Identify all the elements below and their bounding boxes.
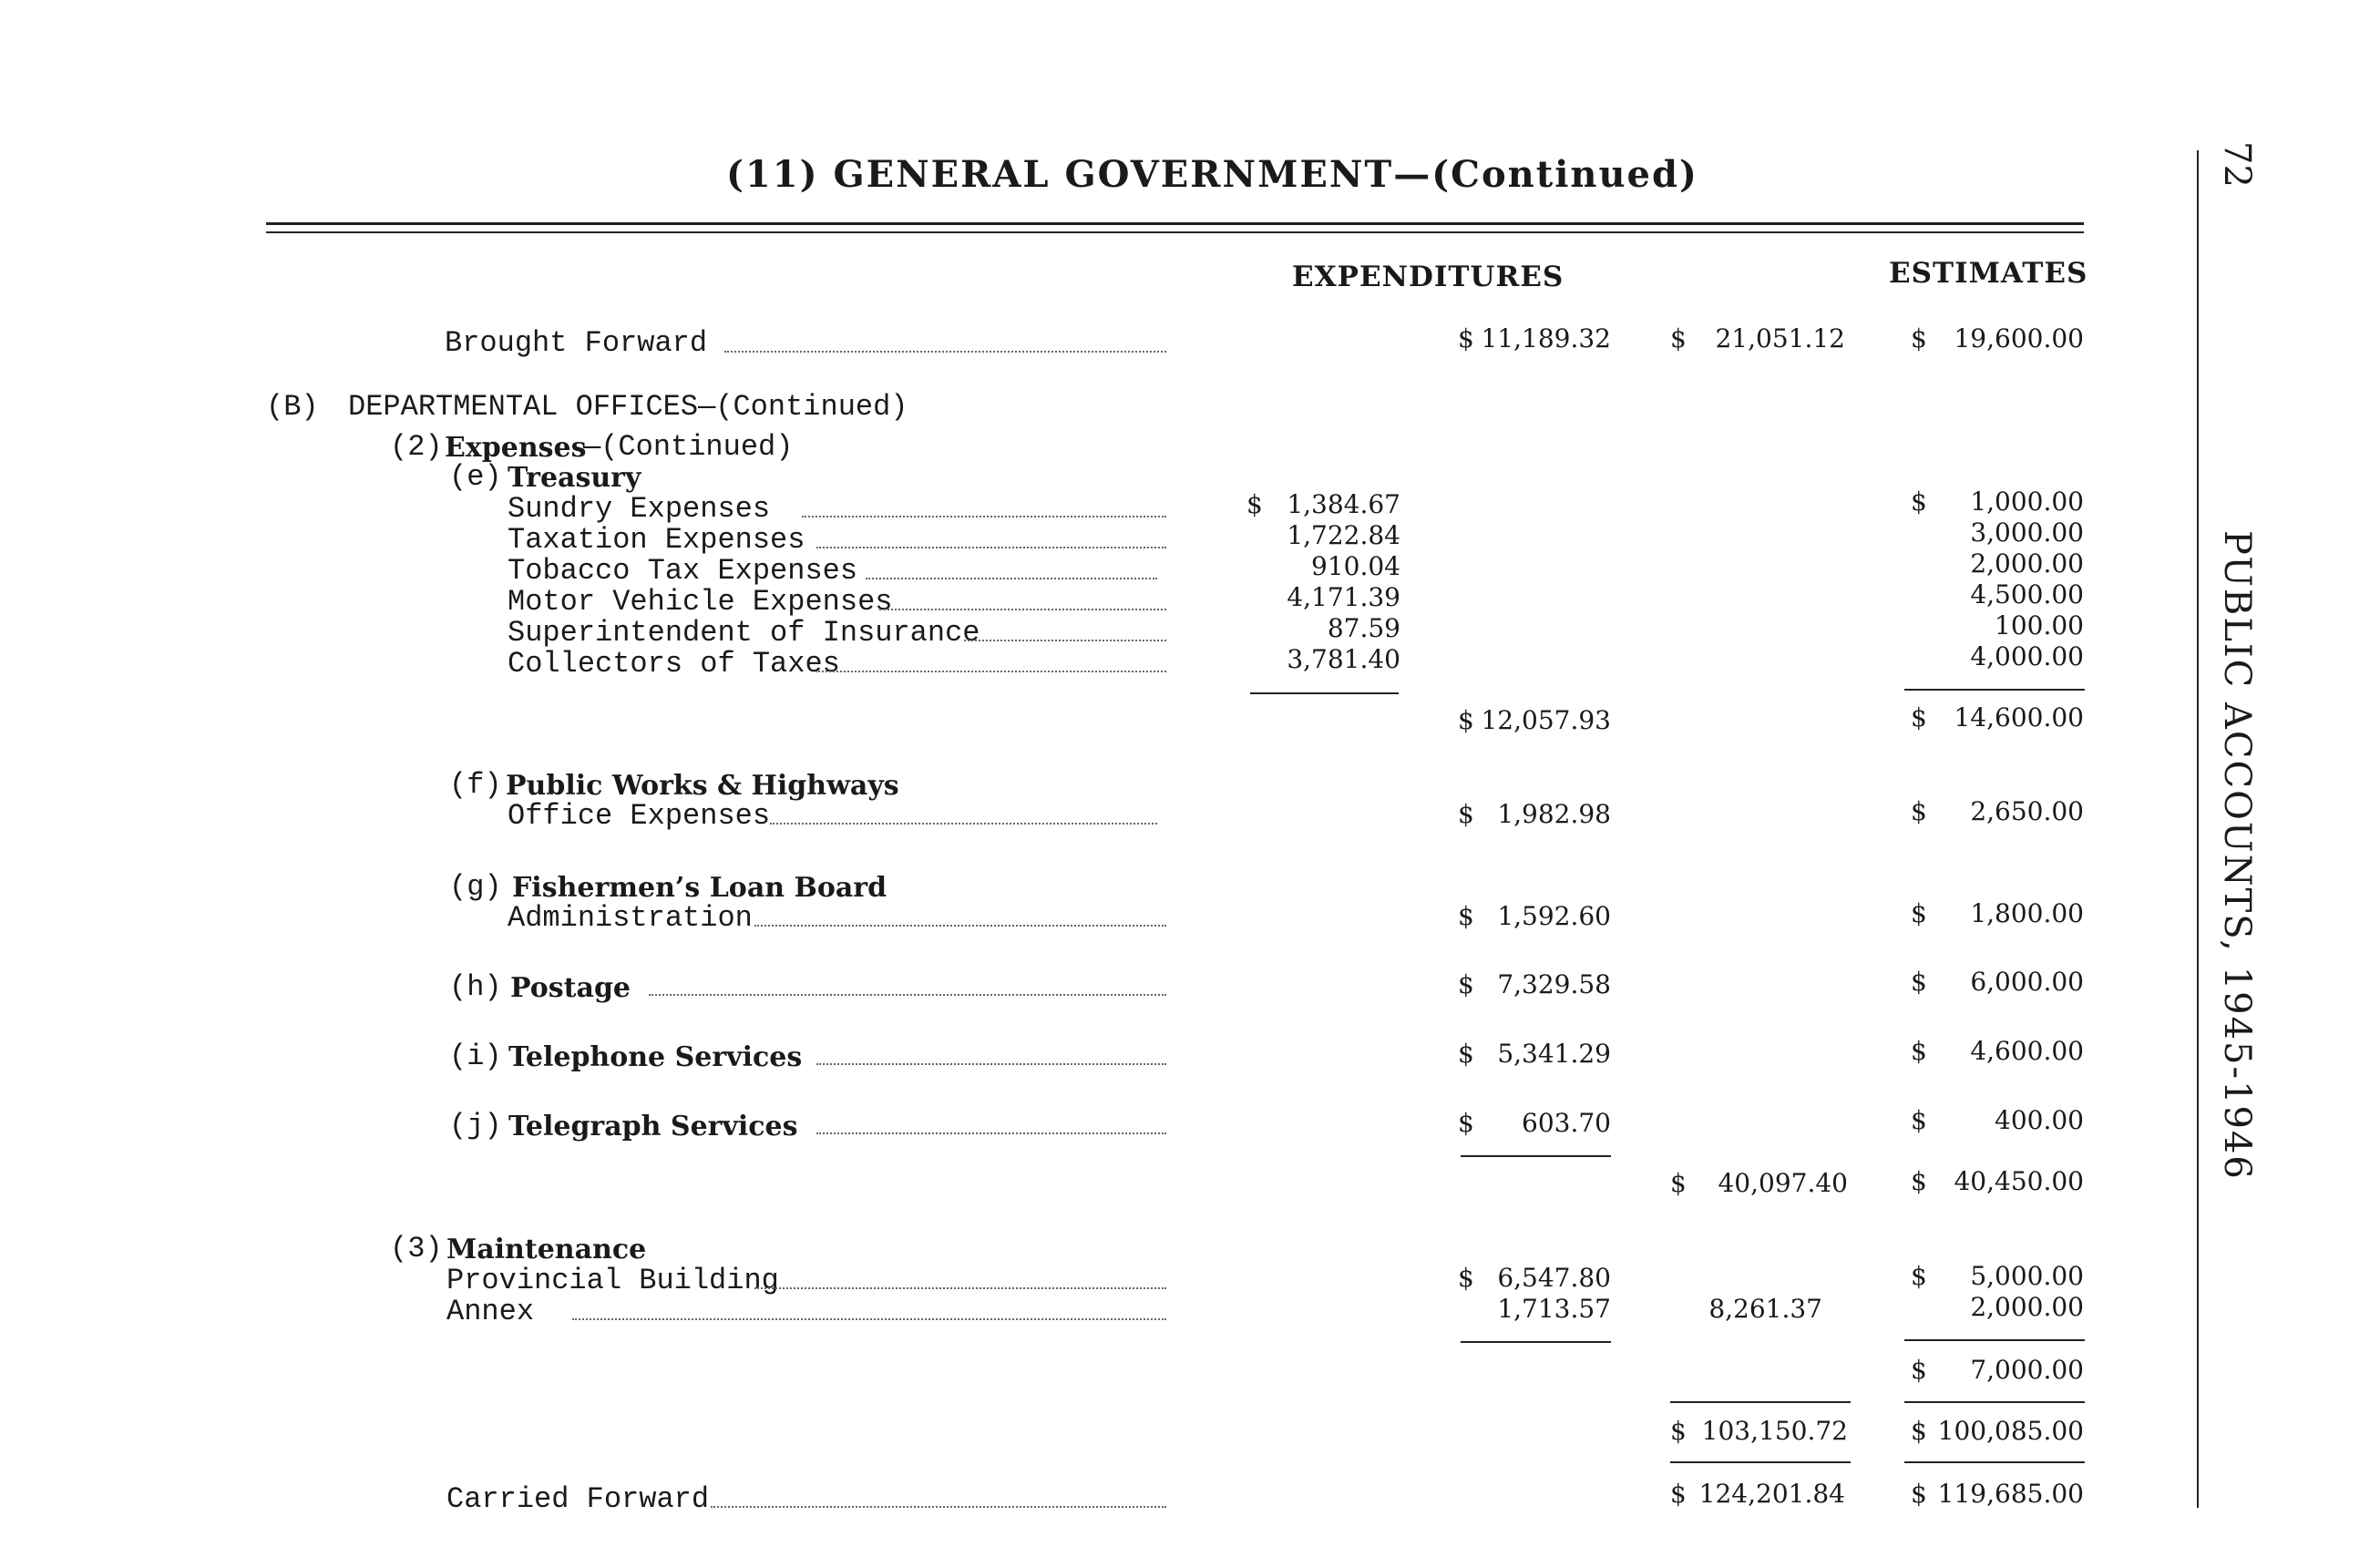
brought-forward-col2: 11,189.32: [1481, 323, 1611, 353]
item-prefix: (j): [449, 1109, 502, 1142]
header-rule-bottom: [266, 231, 2084, 233]
page-number: 72: [2216, 141, 2258, 188]
table-cell-estimate: 1,800.00: [1970, 898, 2084, 928]
carried-forward-label: Carried Forward: [446, 1482, 710, 1516]
item-heading: Telephone Services: [508, 1041, 803, 1073]
subtotal-rule: [1904, 689, 2085, 691]
table-cell-estimate: 5,000.00: [1970, 1261, 2084, 1291]
dollar-sign: $: [1911, 1261, 1927, 1291]
subtotal-rule: [1670, 1401, 1851, 1403]
table-cell-estimate: 4,000.00: [1970, 641, 2084, 671]
brought-forward-label: Brought Forward: [445, 326, 708, 360]
table-cell-amount: 1,592.60: [1497, 901, 1611, 931]
leader-dots: [649, 994, 1166, 996]
table-cell-amount: 1,713.57: [1497, 1294, 1611, 1324]
dollar-sign: $: [1911, 1105, 1927, 1135]
dollar-sign: $: [1246, 489, 1263, 519]
table-row-label: Collectors of Taxes: [508, 647, 840, 681]
expenses-estimate-total: 40,450.00: [1954, 1166, 2084, 1196]
treasury-estimate-subtotal: 14,600.00: [1954, 702, 2084, 733]
table-cell-amount: 5,341.29: [1497, 1039, 1611, 1069]
subsection-heading-suffix: —(Continued): [583, 430, 794, 464]
table-row-label: Superintendent of Insurance: [508, 616, 980, 650]
table-cell-estimate: 4,500.00: [1970, 579, 2084, 610]
leader-dots: [754, 925, 1166, 927]
dollar-sign: $: [1911, 323, 1927, 353]
dollar-sign: $: [1458, 1108, 1474, 1138]
expenses-total: 40,097.40: [1718, 1168, 1848, 1198]
table-cell-amount: 1,982.98: [1497, 799, 1611, 829]
dollar-sign: $: [1670, 1416, 1687, 1446]
table-row-label: Tobacco Tax Expenses: [508, 554, 858, 588]
table-cell-amount: 3,781.40: [1287, 644, 1400, 674]
item-heading: Telegraph Services: [508, 1111, 798, 1142]
subtotal-rule: [1461, 1155, 1611, 1157]
leader-dots: [711, 1506, 1166, 1508]
subtotal-rule: [1904, 1401, 2085, 1403]
item-heading: Treasury: [508, 462, 641, 494]
table-cell-estimate: 1,000.00: [1970, 487, 2084, 517]
maintenance-estimate-total: 7,000.00: [1970, 1355, 2084, 1385]
dollar-sign: $: [1670, 1479, 1687, 1509]
leader-dots: [802, 516, 1166, 517]
departmental-estimate-total: 100,085.00: [1937, 1416, 2084, 1446]
item-heading: Postage: [510, 972, 631, 1004]
subsection-prefix: (3): [390, 1232, 443, 1265]
carried-forward-total: 124,201.84: [1698, 1479, 1845, 1509]
total-rule: [1904, 1461, 2085, 1463]
item-prefix: (e): [449, 460, 502, 494]
table-cell-amount: 1,384.67: [1287, 489, 1400, 519]
table-row-label: Annex: [446, 1295, 535, 1328]
subtotal-rule: [1250, 692, 1399, 694]
leader-dots: [754, 1287, 1166, 1289]
item-prefix: (i): [449, 1040, 502, 1073]
maintenance-total: 8,261.37: [1708, 1294, 1822, 1324]
table-cell-estimate: 2,000.00: [1970, 1292, 2084, 1322]
item-heading: Fishermen’s Loan Board: [512, 872, 887, 904]
table-cell-amount: 1,722.84: [1287, 520, 1400, 550]
side-title: PUBLIC ACCOUNTS, 1945-1946: [2216, 530, 2258, 1181]
dollar-sign: $: [1911, 702, 1927, 733]
item-heading: Public Works & Highways: [506, 770, 899, 802]
table-cell-estimate: 100.00: [1995, 610, 2084, 640]
treasury-subtotal: 12,057.93: [1481, 705, 1611, 735]
table-cell-estimate: 2,650.00: [1970, 796, 2084, 826]
dollar-sign: $: [1911, 796, 1927, 826]
header-rule-top: [266, 222, 2084, 225]
section-heading: DEPARTMENTAL OFFICES—(Continued): [348, 390, 908, 424]
item-prefix: (g): [449, 870, 502, 904]
leader-dots: [816, 1063, 1166, 1065]
table-cell-amount: 7,329.58: [1497, 969, 1611, 999]
column-header-expenditures: EXPENDITURES: [1292, 261, 1564, 293]
dollar-sign: $: [1458, 323, 1474, 353]
section-prefix: (B): [266, 390, 319, 424]
subsection-heading: Maintenance: [446, 1234, 647, 1265]
dollar-sign: $: [1458, 969, 1474, 999]
table-row-label: Office Expenses: [508, 799, 771, 833]
dollar-sign: $: [1911, 1479, 1927, 1509]
table-cell-estimate: 4,600.00: [1970, 1036, 2084, 1066]
table-cell-estimate: 6,000.00: [1970, 967, 2084, 997]
leader-dots: [816, 547, 1166, 548]
table-row-label: Motor Vehicle Expenses: [508, 585, 893, 619]
leader-dots: [816, 1132, 1166, 1134]
leader-dots: [964, 640, 1166, 641]
dollar-sign: $: [1670, 1168, 1687, 1198]
table-cell-estimate: 2,000.00: [1970, 548, 2084, 579]
item-prefix: (f): [449, 768, 502, 802]
dollar-sign: $: [1458, 901, 1474, 931]
dollar-sign: $: [1911, 1166, 1927, 1196]
dollar-sign: $: [1458, 705, 1474, 735]
leader-dots: [866, 578, 1157, 579]
table-row-label: Administration: [508, 901, 753, 935]
dollar-sign: $: [1911, 1416, 1927, 1446]
leader-dots: [816, 671, 1166, 672]
brought-forward-estimate: 19,600.00: [1954, 323, 2084, 353]
dollar-sign: $: [1911, 1036, 1927, 1066]
leader-dots: [770, 823, 1157, 825]
table-cell-estimate: 400.00: [1995, 1105, 2084, 1135]
table-cell-amount: 603.70: [1522, 1108, 1611, 1138]
table-cell-estimate: 3,000.00: [1970, 517, 2084, 548]
leader-dots: [724, 351, 1166, 353]
dollar-sign: $: [1911, 967, 1927, 997]
dollar-sign: $: [1911, 1355, 1927, 1385]
dollar-sign: $: [1670, 323, 1687, 353]
table-cell-amount: 87.59: [1327, 613, 1400, 643]
table-row-label: Sundry Expenses: [508, 492, 771, 526]
table-cell-amount: 6,547.80: [1497, 1263, 1611, 1293]
subsection-prefix: (2): [390, 430, 443, 464]
item-prefix: (h): [449, 970, 502, 1004]
page-title: (11) GENERAL GOVERNMENT—(Continued): [726, 153, 1698, 196]
table-cell-amount: 910.04: [1311, 551, 1400, 581]
leader-dots: [879, 609, 1166, 610]
dollar-sign: $: [1458, 799, 1474, 829]
brought-forward-col3: 21,051.12: [1715, 323, 1845, 353]
margin-rule: [2197, 150, 2199, 1508]
subsection-heading: Expenses: [445, 432, 587, 464]
leader-dots: [572, 1318, 1166, 1320]
subtotal-rule: [1461, 1341, 1611, 1343]
table-row-label: Provincial Building: [446, 1264, 779, 1297]
table-cell-amount: 4,171.39: [1287, 582, 1400, 612]
subtotal-rule: [1904, 1339, 2085, 1341]
dollar-sign: $: [1458, 1263, 1474, 1293]
column-header-estimates: ESTIMATES: [1889, 257, 2088, 290]
departmental-total: 103,150.72: [1701, 1416, 1848, 1446]
total-rule: [1670, 1461, 1851, 1463]
table-row-label: Taxation Expenses: [508, 523, 805, 557]
dollar-sign: $: [1911, 898, 1927, 928]
carried-forward-estimate: 119,685.00: [1937, 1479, 2084, 1509]
dollar-sign: $: [1458, 1039, 1474, 1069]
dollar-sign: $: [1911, 487, 1927, 517]
